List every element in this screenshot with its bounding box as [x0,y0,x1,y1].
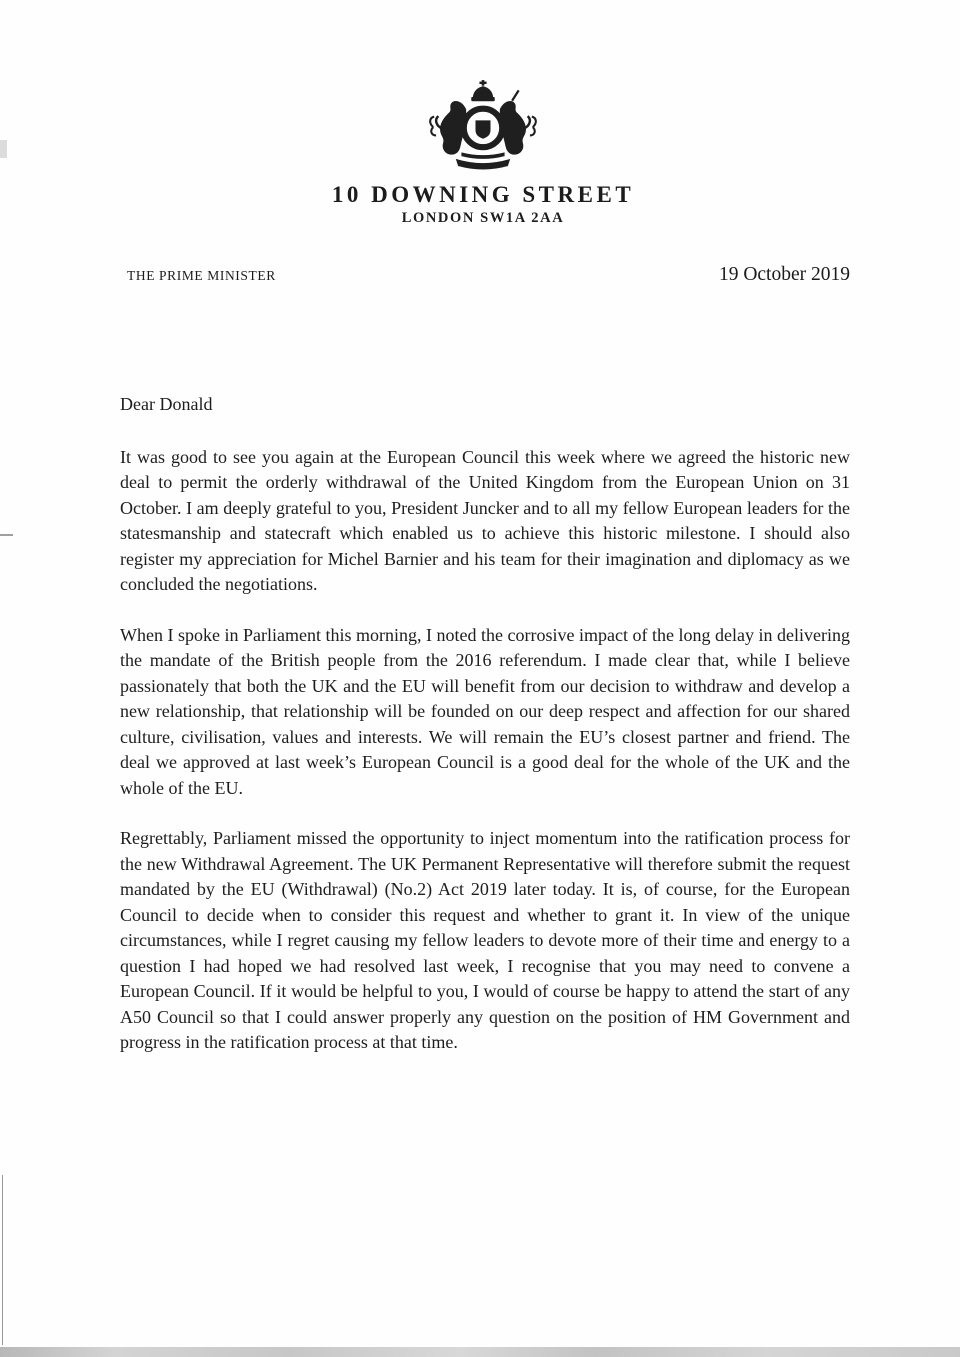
letter-date: 19 October 2019 [718,264,850,285]
letterhead-address-line1: 10 DOWNING STREET [331,182,635,207]
scan-edge-line [2,1175,3,1345]
scan-smudge [0,140,7,158]
letter-body [120,392,850,1081]
paragraph-3: Regrettably, Parliament missed the opportunity to inject momentum into the ratification process for the new Withdrawal Agreement. The UK Permanent Representative will therefore submit the request mandated by the EU (Withdrawal) (No.2) Act 2019 later today. It is, of course, for the European Council to decide when to consider this request and whether to grant it. In view of the unique circumstances, while I regret causing my fellow leaders to devote more of their time and energy to a question I had hoped we had resolved last week, I recognise that you may need to convene a European Council. If it would be helpful to you, I would of course be happy to attend the start of any A50 Council so that I could answer properly any question on the position of HM Government and progress in the ratification process at that time. [120,828,850,1052]
paragraph-1: It was good to see you again at the European Council this week where we agreed the historic new deal to permit the orderly withdrawal of the United Kingdom from the European Union on 31 October. I am deeply grateful to you, President Juncker and to all my fellow European leaders for the statesmanship and statecraft which enabled us to achieve this historic milestone. I should also register my appreciation for Michel Barnier and his team for their imagination and diplomacy as we concluded the negotiations. [120,446,850,594]
scan-bottom-edge [0,1347,960,1357]
meta-row [127,264,850,286]
letterhead-address-line2: LONDON SW1A 2AA [401,210,565,226]
letterhead [3,80,960,227]
sender-title: THE PRIME MINISTER [127,268,276,283]
salutation: Dear Donald [120,394,213,414]
royal-coat-of-arms-icon [422,80,544,174]
scan-edge-mark [0,534,13,536]
paragraph-2: When I spoke in Parliament this morning, I noted the corrosive impact of the long delay in delivering the mandate of the British people from the 2016 referendum. I made clear that, while I believe passionately that both the UK and the EU will benefit from our decision to withdraw and develop a new relationship, that relationship will be founded on our deep respect and affection for our shared culture, civilisation, values and interests. We will remain the EU’s closest partner and friend. The deal we approved at last week’s European Council is a good deal for the whole of the UK and the whole of the EU. [120,624,850,798]
